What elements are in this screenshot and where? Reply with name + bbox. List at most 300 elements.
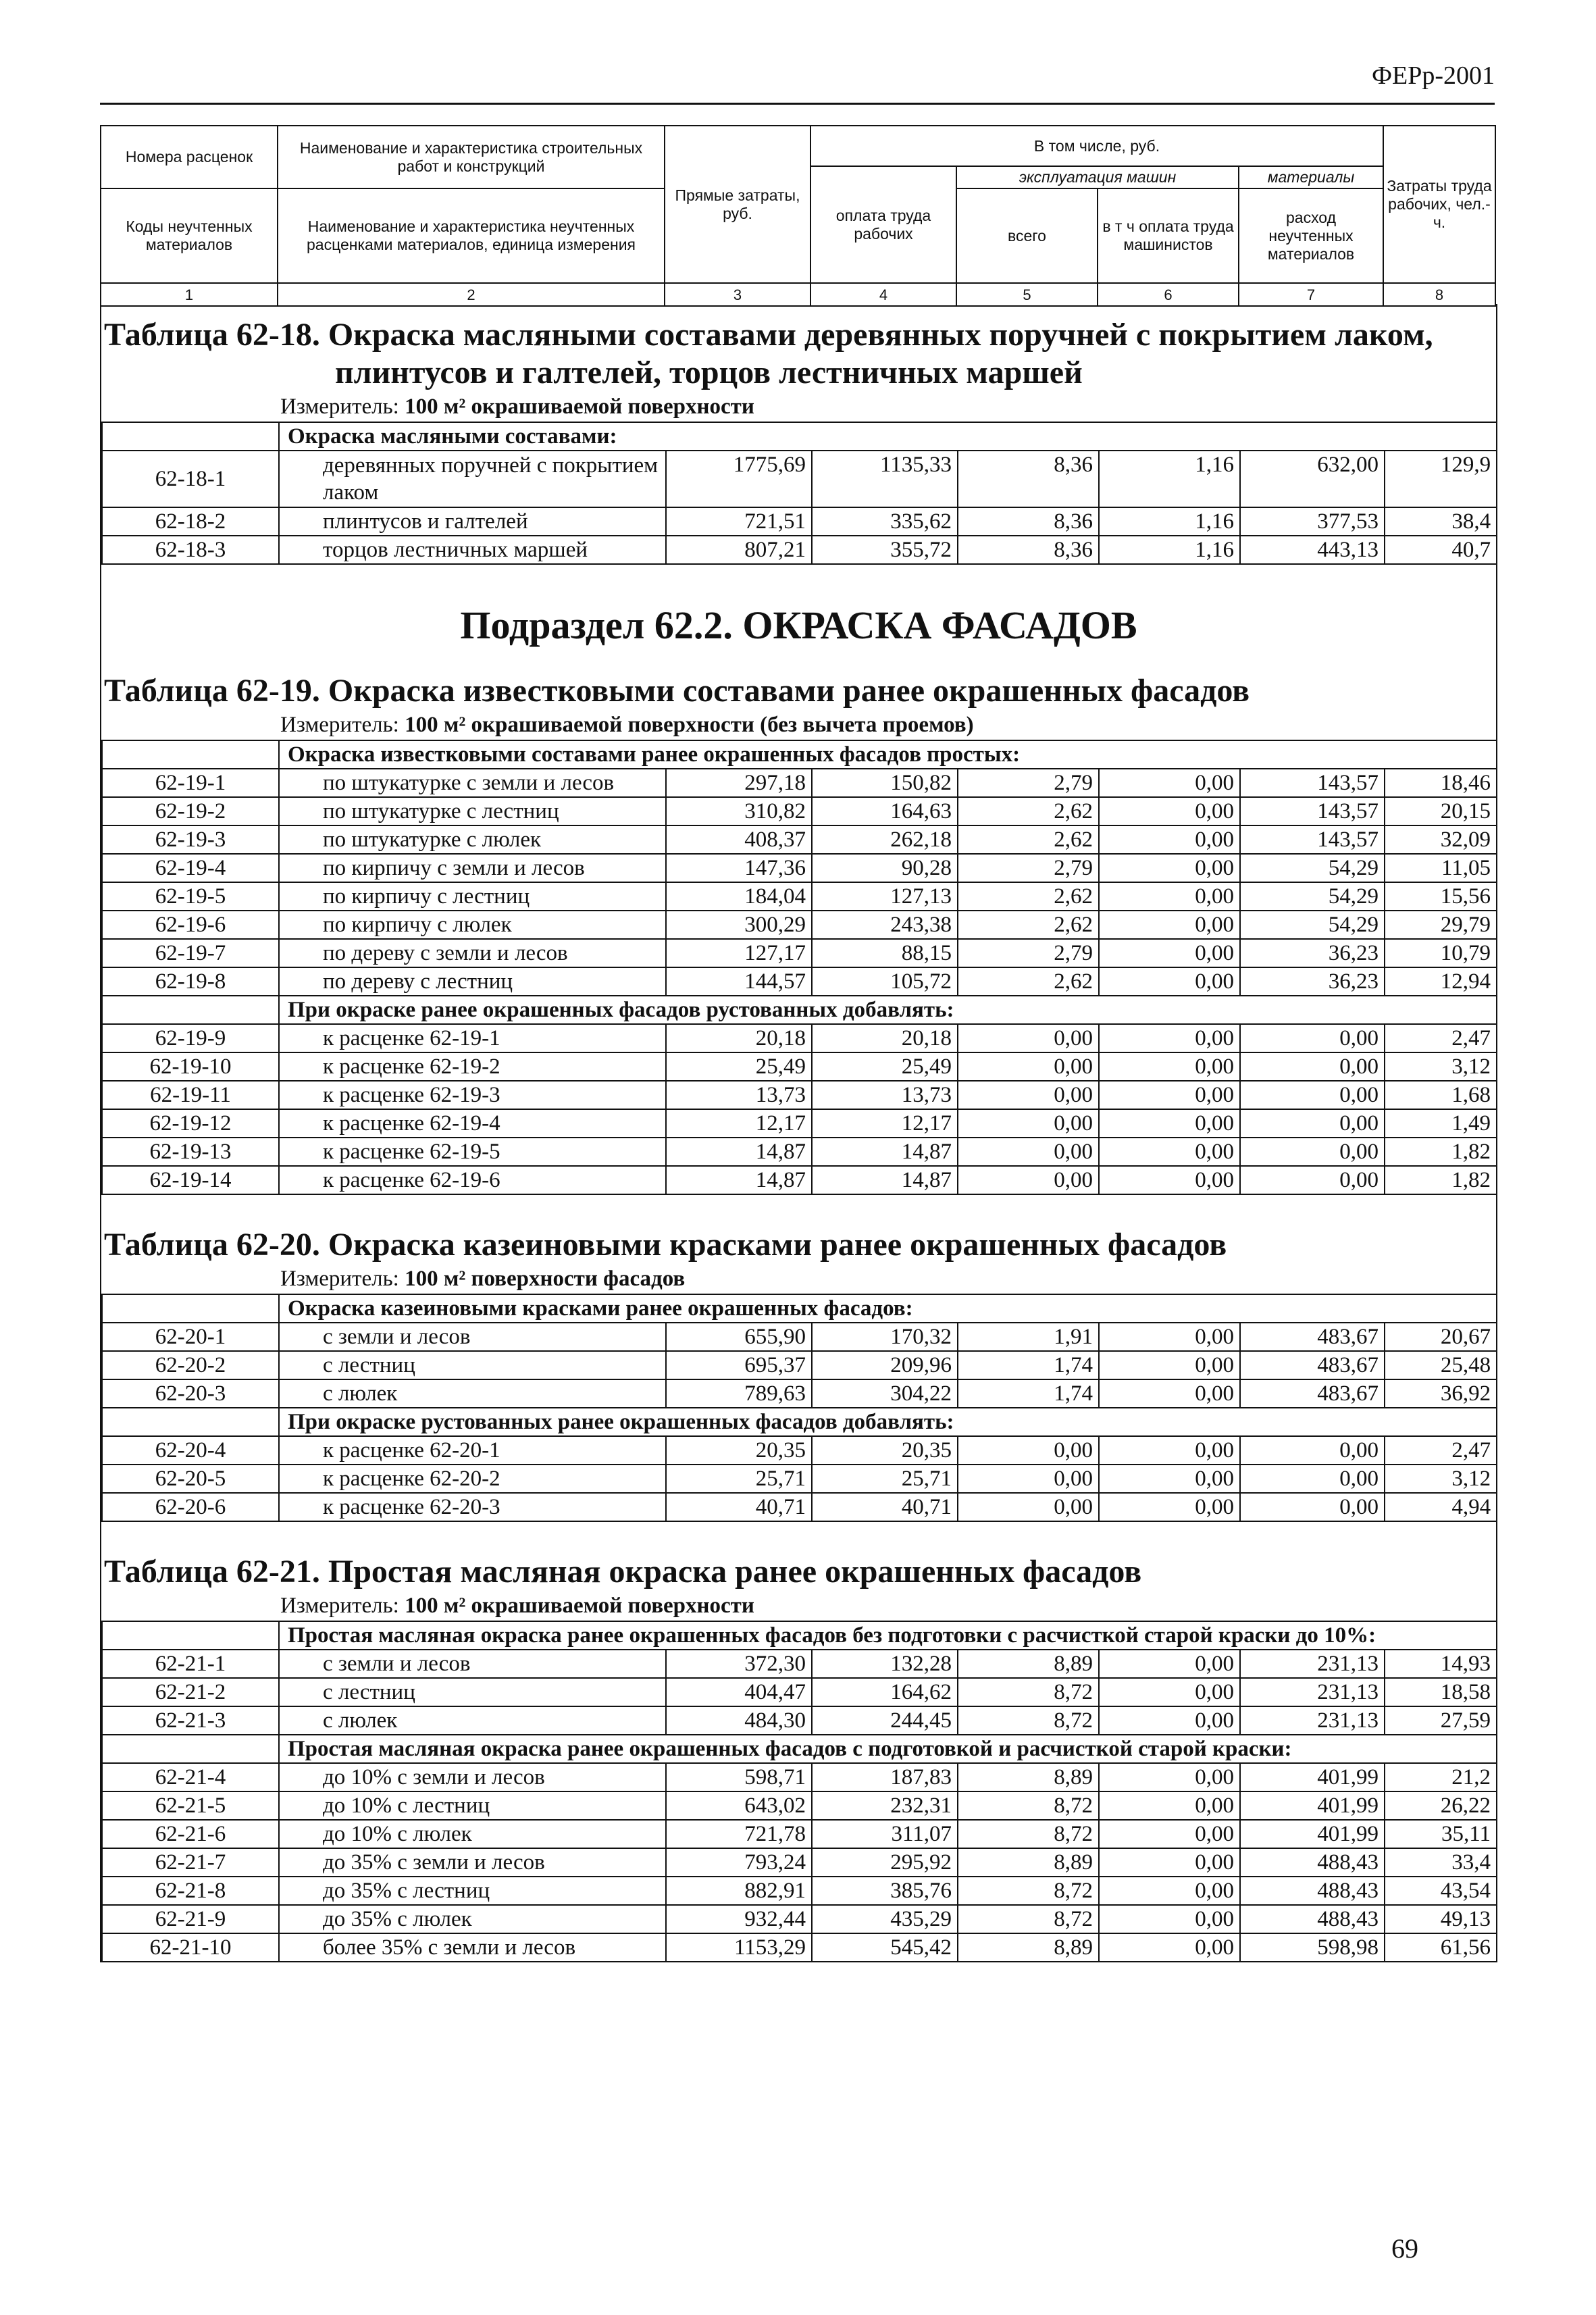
group-row xyxy=(102,1408,1497,1436)
table-row xyxy=(102,1323,1497,1351)
rates-table xyxy=(101,1621,1497,1962)
direct-costs: 300,29 xyxy=(666,911,812,939)
direct-costs: 14,87 xyxy=(666,1166,812,1194)
group-heading: При окраске ранее окрашенных фасадов рустованных добавлять: xyxy=(279,996,1497,1024)
labor-pay: 262,18 xyxy=(812,825,958,854)
header-col2-top: Наименование и характеристика строительных работ и конструкций xyxy=(278,126,665,188)
machines-total: 0,00 xyxy=(958,1052,1099,1081)
rate-name: деревянных поручней с покрытием лаком xyxy=(279,451,666,507)
rate-code: 62-19-14 xyxy=(102,1166,279,1194)
machines-labor: 0,00 xyxy=(1099,1848,1240,1877)
rate-code: 62-21-10 xyxy=(102,1933,279,1962)
header-num: 7 xyxy=(1239,283,1383,306)
top-rule xyxy=(100,103,1495,105)
rate-name: по кирпичу с земли и лесов xyxy=(279,854,666,882)
machines-total: 2,62 xyxy=(958,882,1099,911)
header-in-total: В том числе, руб. xyxy=(810,126,1383,166)
table-row xyxy=(102,1166,1497,1194)
header-col1-bottom: Коды неучтенных материалов xyxy=(101,188,278,283)
labor-pay: 311,07 xyxy=(812,1820,958,1848)
table-title-continuation: плинтусов и галтелей, торцов лестничных маршей xyxy=(335,355,1083,390)
machines-total: 8,89 xyxy=(958,1933,1099,1962)
direct-costs: 695,37 xyxy=(666,1351,812,1379)
rate-name: к расценке 62-20-2 xyxy=(279,1465,666,1493)
rate-name: более 35% с земли и лесов xyxy=(279,1933,666,1962)
machines-labor: 0,00 xyxy=(1099,1024,1240,1052)
labor-pay: 164,62 xyxy=(812,1678,958,1706)
materials: 0,00 xyxy=(1240,1166,1385,1194)
rate-code: 62-20-3 xyxy=(102,1379,279,1408)
labor-pay: 150,82 xyxy=(812,769,958,797)
header-labor-cost: Затраты труда рабочих, чел.-ч. xyxy=(1383,126,1495,283)
labor-pay: 14,87 xyxy=(812,1166,958,1194)
direct-costs: 404,47 xyxy=(666,1678,812,1706)
machines-labor: 0,00 xyxy=(1099,967,1240,996)
labor-hours: 11,05 xyxy=(1385,854,1497,882)
rate-name: по штукатурке с земли и лесов xyxy=(279,769,666,797)
table-title xyxy=(101,1541,1496,1591)
table-row xyxy=(102,1351,1497,1379)
rate-code: 62-21-4 xyxy=(102,1763,279,1791)
labor-hours: 38,4 xyxy=(1385,507,1497,536)
rate-code: 62-19-2 xyxy=(102,797,279,825)
machines-labor: 0,00 xyxy=(1099,1905,1240,1933)
group-heading: Окраска известковыми составами ранее окрашенных фасадов простых: xyxy=(279,740,1497,769)
table-title-text: Окраска известковыми составами ранее окрашенных фасадов xyxy=(328,673,1250,709)
materials: 488,43 xyxy=(1240,1848,1385,1877)
labor-pay: 244,45 xyxy=(812,1706,958,1735)
machines-total: 2,79 xyxy=(958,854,1099,882)
header-machines: эксплуатация машин xyxy=(956,166,1239,188)
labor-pay: 232,31 xyxy=(812,1791,958,1820)
rates-table xyxy=(101,740,1497,1195)
rate-name: к расценке 62-20-1 xyxy=(279,1436,666,1465)
labor-pay: 13,73 xyxy=(812,1081,958,1109)
machines-total: 2,62 xyxy=(958,797,1099,825)
materials: 483,67 xyxy=(1240,1379,1385,1408)
machines-total: 1,74 xyxy=(958,1351,1099,1379)
materials: 0,00 xyxy=(1240,1436,1385,1465)
group-row xyxy=(102,1294,1497,1323)
direct-costs: 40,71 xyxy=(666,1493,812,1521)
rates-table xyxy=(101,1294,1497,1522)
labor-pay: 20,18 xyxy=(812,1024,958,1052)
direct-costs: 25,49 xyxy=(666,1052,812,1081)
table-row xyxy=(102,1024,1497,1052)
labor-hours: 29,79 xyxy=(1385,911,1497,939)
machines-labor: 0,00 xyxy=(1099,1877,1240,1905)
labor-hours: 2,47 xyxy=(1385,1024,1497,1052)
machines-total: 8,72 xyxy=(958,1820,1099,1848)
materials: 483,67 xyxy=(1240,1351,1385,1379)
machines-total: 8,72 xyxy=(958,1706,1099,1735)
machines-labor: 1,16 xyxy=(1099,451,1240,507)
group-heading: Окраска масляными составами: xyxy=(279,422,1497,451)
table-caption: Таблица 62-21. xyxy=(104,1554,320,1589)
table-row xyxy=(102,1052,1497,1081)
materials: 443,13 xyxy=(1240,536,1385,564)
table-row xyxy=(102,1877,1497,1905)
measure-value: 100 м² окрашиваемой поверхности xyxy=(405,395,754,419)
rate-name: по штукатурке с лестниц xyxy=(279,797,666,825)
table-row xyxy=(102,854,1497,882)
machines-total: 8,72 xyxy=(958,1905,1099,1933)
direct-costs: 643,02 xyxy=(666,1791,812,1820)
header-machines-labor: в т ч оплата труда машинистов xyxy=(1098,188,1239,283)
materials: 231,13 xyxy=(1240,1678,1385,1706)
machines-total: 2,79 xyxy=(958,769,1099,797)
direct-costs: 25,71 xyxy=(666,1465,812,1493)
labor-hours: 20,15 xyxy=(1385,797,1497,825)
labor-pay: 25,71 xyxy=(812,1465,958,1493)
rate-code: 62-18-2 xyxy=(102,507,279,536)
labor-pay: 295,92 xyxy=(812,1848,958,1877)
machines-total: 8,72 xyxy=(958,1877,1099,1905)
machines-total: 2,62 xyxy=(958,911,1099,939)
table-row xyxy=(102,939,1497,967)
materials: 0,00 xyxy=(1240,1024,1385,1052)
labor-pay: 209,96 xyxy=(812,1351,958,1379)
machines-total: 1,74 xyxy=(958,1379,1099,1408)
materials: 231,13 xyxy=(1240,1650,1385,1678)
machines-total: 8,36 xyxy=(958,507,1099,536)
labor-hours: 18,58 xyxy=(1385,1678,1497,1706)
labor-pay: 40,71 xyxy=(812,1493,958,1521)
labor-hours: 25,48 xyxy=(1385,1351,1497,1379)
machines-labor: 0,00 xyxy=(1099,1820,1240,1848)
table-row xyxy=(102,882,1497,911)
machines-total: 0,00 xyxy=(958,1138,1099,1166)
machines-labor: 1,16 xyxy=(1099,507,1240,536)
table-row xyxy=(102,1791,1497,1820)
rate-code: 62-21-9 xyxy=(102,1905,279,1933)
table-62-18-section xyxy=(101,304,1496,584)
machines-total: 0,00 xyxy=(958,1493,1099,1521)
rate-code: 62-18-1 xyxy=(102,451,279,507)
labor-pay: 304,22 xyxy=(812,1379,958,1408)
labor-hours: 49,13 xyxy=(1385,1905,1497,1933)
rate-name: к расценке 62-19-5 xyxy=(279,1138,666,1166)
materials: 0,00 xyxy=(1240,1493,1385,1521)
materials: 0,00 xyxy=(1240,1052,1385,1081)
labor-hours: 12,94 xyxy=(1385,967,1497,996)
table-title-text: Простая масляная окраска ранее окрашенных фасадов xyxy=(328,1554,1142,1589)
machines-labor: 0,00 xyxy=(1099,1081,1240,1109)
direct-costs: 127,17 xyxy=(666,939,812,967)
machines-labor: 0,00 xyxy=(1099,1323,1240,1351)
machines-labor: 0,00 xyxy=(1099,1052,1240,1081)
rate-name: до 35% с лестниц xyxy=(279,1877,666,1905)
table-title xyxy=(101,660,1496,710)
materials: 54,29 xyxy=(1240,882,1385,911)
labor-pay: 25,49 xyxy=(812,1052,958,1081)
rate-code: 62-21-1 xyxy=(102,1650,279,1678)
direct-costs: 372,30 xyxy=(666,1650,812,1678)
rate-name: по штукатурке с люлек xyxy=(279,825,666,854)
table-row xyxy=(102,769,1497,797)
rate-name: до 10% с люлек xyxy=(279,1820,666,1848)
header-num: 5 xyxy=(956,283,1098,306)
labor-hours: 40,7 xyxy=(1385,536,1497,564)
header-labor-pay: оплата труда рабочих xyxy=(810,166,956,283)
materials: 36,23 xyxy=(1240,939,1385,967)
labor-hours: 1,49 xyxy=(1385,1109,1497,1138)
table-row xyxy=(102,797,1497,825)
machines-total: 0,00 xyxy=(958,1436,1099,1465)
header-materials: материалы xyxy=(1239,166,1383,188)
direct-costs: 807,21 xyxy=(666,536,812,564)
machines-total: 0,00 xyxy=(958,1166,1099,1194)
materials: 143,57 xyxy=(1240,797,1385,825)
machines-labor: 0,00 xyxy=(1099,1351,1240,1379)
table-row xyxy=(102,1706,1497,1735)
header-direct-costs: Прямые затраты, руб. xyxy=(665,126,810,283)
labor-pay: 243,38 xyxy=(812,911,958,939)
labor-hours: 1,68 xyxy=(1385,1081,1497,1109)
machines-labor: 0,00 xyxy=(1099,797,1240,825)
rate-name: к расценке 62-19-6 xyxy=(279,1166,666,1194)
labor-pay: 20,35 xyxy=(812,1436,958,1465)
direct-costs: 297,18 xyxy=(666,769,812,797)
materials: 598,98 xyxy=(1240,1933,1385,1962)
machines-labor: 1,16 xyxy=(1099,536,1240,564)
labor-pay: 385,76 xyxy=(812,1877,958,1905)
direct-costs: 1775,69 xyxy=(666,451,812,507)
labor-pay: 187,83 xyxy=(812,1763,958,1791)
header-num: 2 xyxy=(278,283,665,306)
rate-code: 62-19-3 xyxy=(102,825,279,854)
labor-hours: 32,09 xyxy=(1385,825,1497,854)
machines-labor: 0,00 xyxy=(1099,1465,1240,1493)
machines-labor: 0,00 xyxy=(1099,1138,1240,1166)
table-caption: Таблица 62-18. xyxy=(104,317,320,353)
machines-labor: 0,00 xyxy=(1099,1109,1240,1138)
rate-code: 62-21-8 xyxy=(102,1877,279,1905)
rate-code: 62-19-8 xyxy=(102,967,279,996)
materials: 488,43 xyxy=(1240,1905,1385,1933)
machines-labor: 0,00 xyxy=(1099,1436,1240,1465)
rate-name: с земли и лесов xyxy=(279,1323,666,1351)
direct-costs: 655,90 xyxy=(666,1323,812,1351)
rate-code: 62-19-12 xyxy=(102,1109,279,1138)
labor-pay: 88,15 xyxy=(812,939,958,967)
measure-value: 100 м² поверхности фасадов xyxy=(405,1267,686,1291)
rate-name: по дереву с лестниц xyxy=(279,967,666,996)
table-62-21-section xyxy=(101,1541,1496,1962)
table-row xyxy=(102,911,1497,939)
rate-code: 62-20-2 xyxy=(102,1351,279,1379)
machines-total: 0,00 xyxy=(958,1109,1099,1138)
direct-costs: 721,51 xyxy=(666,507,812,536)
rate-name: к расценке 62-19-4 xyxy=(279,1109,666,1138)
table-row xyxy=(102,1905,1497,1933)
labor-pay: 355,72 xyxy=(812,536,958,564)
rate-code: 62-19-4 xyxy=(102,854,279,882)
subsection-title: Подраздел 62.2. ОКРАСКА ФАСАДОВ xyxy=(460,603,1137,647)
direct-costs: 20,18 xyxy=(666,1024,812,1052)
machines-labor: 0,00 xyxy=(1099,825,1240,854)
rate-name: с люлек xyxy=(279,1706,666,1735)
machines-labor: 0,00 xyxy=(1099,1706,1240,1735)
materials: 0,00 xyxy=(1240,1109,1385,1138)
header-col1-top: Номера расценок xyxy=(101,126,278,188)
table-caption: Таблица 62-19. xyxy=(104,673,320,709)
rate-code: 62-20-4 xyxy=(102,1436,279,1465)
machines-total: 2,62 xyxy=(958,967,1099,996)
measure-label: Измеритель: xyxy=(280,395,399,419)
rate-code: 62-18-3 xyxy=(102,536,279,564)
rate-code: 62-21-6 xyxy=(102,1820,279,1848)
materials: 231,13 xyxy=(1240,1706,1385,1735)
machines-total: 8,36 xyxy=(958,536,1099,564)
machines-total: 0,00 xyxy=(958,1024,1099,1052)
materials: 377,53 xyxy=(1240,507,1385,536)
machines-labor: 0,00 xyxy=(1099,854,1240,882)
table-row xyxy=(102,1379,1497,1408)
rate-name: до 10% с лестниц xyxy=(279,1791,666,1820)
table-62-19-section xyxy=(101,660,1496,1214)
direct-costs: 310,82 xyxy=(666,797,812,825)
rate-code: 62-21-5 xyxy=(102,1791,279,1820)
labor-hours: 26,22 xyxy=(1385,1791,1497,1820)
measure-line xyxy=(101,1264,1496,1294)
machines-labor: 0,00 xyxy=(1099,1791,1240,1820)
group-heading: Простая масляная окраска ранее окрашенных фасадов без подготовки с расчисткой старой краски до 10%: xyxy=(279,1621,1497,1650)
rate-name: к расценке 62-20-3 xyxy=(279,1493,666,1521)
direct-costs: 932,44 xyxy=(666,1905,812,1933)
materials: 401,99 xyxy=(1240,1791,1385,1820)
table-title-text: Окраска казеиновыми красками ранее окрашенных фасадов xyxy=(328,1227,1227,1263)
table-row xyxy=(102,967,1497,996)
rate-name: по кирпичу с лестниц xyxy=(279,882,666,911)
machines-labor: 0,00 xyxy=(1099,939,1240,967)
labor-pay: 335,62 xyxy=(812,507,958,536)
labor-pay: 132,28 xyxy=(812,1650,958,1678)
rate-code: 62-21-7 xyxy=(102,1848,279,1877)
group-row xyxy=(102,740,1497,769)
header-num: 1 xyxy=(101,283,278,306)
materials: 143,57 xyxy=(1240,769,1385,797)
rate-code: 62-20-5 xyxy=(102,1465,279,1493)
rate-name: с лестниц xyxy=(279,1351,666,1379)
machines-total: 2,62 xyxy=(958,825,1099,854)
rate-name: к расценке 62-19-1 xyxy=(279,1024,666,1052)
machines-total: 8,89 xyxy=(958,1763,1099,1791)
labor-hours: 36,92 xyxy=(1385,1379,1497,1408)
materials: 401,99 xyxy=(1240,1820,1385,1848)
table-row xyxy=(102,1763,1497,1791)
measure-label: Измеритель: xyxy=(280,1267,399,1291)
labor-hours: 21,2 xyxy=(1385,1763,1497,1791)
table-title-text: Окраска масляными составами деревянных поручней с покрытием лаком, xyxy=(328,317,1433,353)
direct-costs: 484,30 xyxy=(666,1706,812,1735)
direct-costs: 12,17 xyxy=(666,1109,812,1138)
rate-code: 62-19-10 xyxy=(102,1052,279,1081)
header-num: 8 xyxy=(1383,283,1495,306)
direct-costs: 184,04 xyxy=(666,882,812,911)
direct-costs: 13,73 xyxy=(666,1081,812,1109)
machines-total: 8,89 xyxy=(958,1848,1099,1877)
rate-name: к расценке 62-19-2 xyxy=(279,1052,666,1081)
rate-code: 62-19-11 xyxy=(102,1081,279,1109)
materials: 0,00 xyxy=(1240,1465,1385,1493)
table-row xyxy=(102,1933,1497,1962)
rate-code: 62-19-7 xyxy=(102,939,279,967)
table-62-20-section xyxy=(101,1214,1496,1541)
group-row xyxy=(102,996,1497,1024)
direct-costs: 598,71 xyxy=(666,1763,812,1791)
document-body xyxy=(100,304,1497,1962)
materials: 54,29 xyxy=(1240,911,1385,939)
table-title xyxy=(101,1214,1496,1264)
materials: 0,00 xyxy=(1240,1081,1385,1109)
labor-pay: 12,17 xyxy=(812,1109,958,1138)
rate-name: торцов лестничных маршей xyxy=(279,536,666,564)
labor-hours: 14,93 xyxy=(1385,1650,1497,1678)
rate-code: 62-19-6 xyxy=(102,911,279,939)
table-caption: Таблица 62-20. xyxy=(104,1227,320,1263)
machines-total: 8,72 xyxy=(958,1678,1099,1706)
labor-hours: 43,54 xyxy=(1385,1877,1497,1905)
materials: 488,43 xyxy=(1240,1877,1385,1905)
labor-hours: 1,82 xyxy=(1385,1166,1497,1194)
header-col2-bottom: Наименование и характеристика неучтенных расценками материалов, единица измерения xyxy=(278,188,665,283)
rate-code: 62-20-6 xyxy=(102,1493,279,1521)
header-machines-total: всего xyxy=(956,188,1098,283)
table-row xyxy=(102,1848,1497,1877)
machines-labor: 0,00 xyxy=(1099,1379,1240,1408)
table-row xyxy=(102,1138,1497,1166)
direct-costs: 20,35 xyxy=(666,1436,812,1465)
rate-name: по дереву с земли и лесов xyxy=(279,939,666,967)
measure-label: Измеритель: xyxy=(280,713,399,737)
direct-costs: 1153,29 xyxy=(666,1933,812,1962)
header-materials-sub: расход неучтенных материалов xyxy=(1239,188,1383,283)
machines-total: 0,00 xyxy=(958,1465,1099,1493)
labor-hours: 4,94 xyxy=(1385,1493,1497,1521)
labor-pay: 14,87 xyxy=(812,1138,958,1166)
table-row xyxy=(102,1650,1497,1678)
labor-hours: 3,12 xyxy=(1385,1465,1497,1493)
direct-costs: 408,37 xyxy=(666,825,812,854)
direct-costs: 14,87 xyxy=(666,1138,812,1166)
direct-costs: 789,63 xyxy=(666,1379,812,1408)
rate-name: плинтусов и галтелей xyxy=(279,507,666,536)
materials: 143,57 xyxy=(1240,825,1385,854)
rate-name: до 35% с люлек xyxy=(279,1905,666,1933)
machines-labor: 0,00 xyxy=(1099,769,1240,797)
labor-hours: 27,59 xyxy=(1385,1706,1497,1735)
rate-code: 62-19-13 xyxy=(102,1138,279,1166)
machines-total: 2,79 xyxy=(958,939,1099,967)
table-row xyxy=(102,825,1497,854)
labor-hours: 33,4 xyxy=(1385,1848,1497,1877)
labor-pay: 90,28 xyxy=(812,854,958,882)
direct-costs: 147,36 xyxy=(666,854,812,882)
rate-code: 62-19-9 xyxy=(102,1024,279,1052)
materials: 483,67 xyxy=(1240,1323,1385,1351)
machines-labor: 0,00 xyxy=(1099,1678,1240,1706)
header-num: 6 xyxy=(1098,283,1239,306)
rate-name: к расценке 62-19-3 xyxy=(279,1081,666,1109)
table-row xyxy=(102,1436,1497,1465)
rate-code: 62-21-2 xyxy=(102,1678,279,1706)
materials: 632,00 xyxy=(1240,451,1385,507)
table-row xyxy=(102,1678,1497,1706)
rate-name: до 10% с земли и лесов xyxy=(279,1763,666,1791)
machines-total: 1,91 xyxy=(958,1323,1099,1351)
labor-hours: 3,12 xyxy=(1385,1052,1497,1081)
